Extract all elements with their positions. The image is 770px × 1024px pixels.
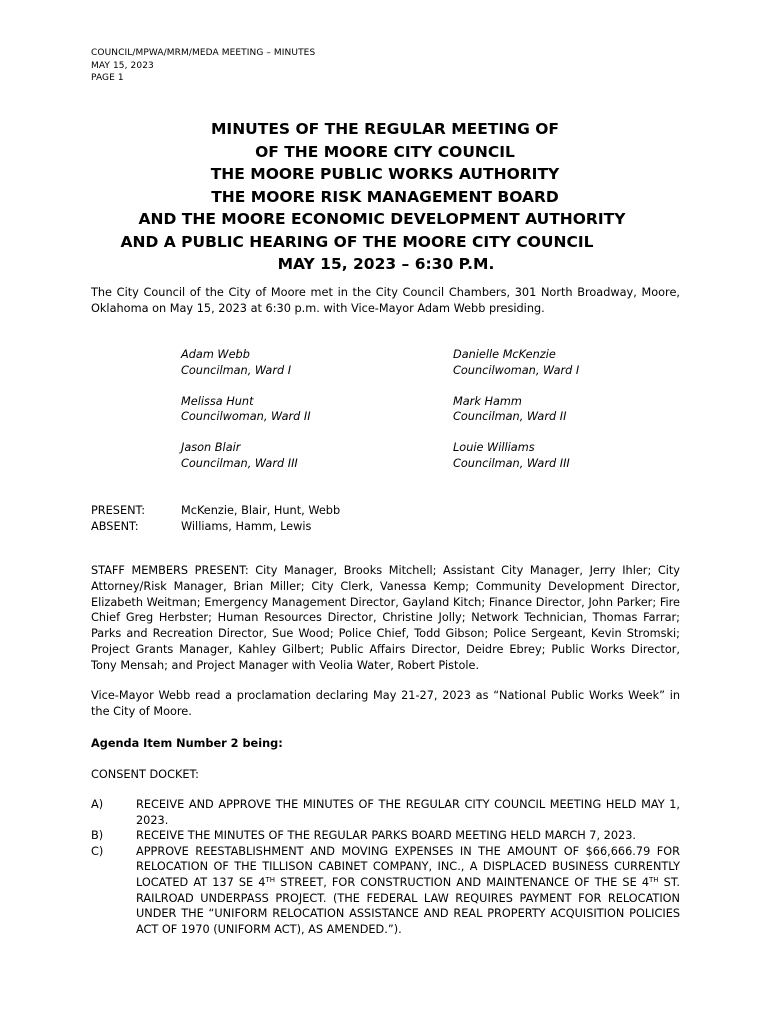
member-name: Louie Williams (453, 441, 535, 454)
intro-paragraph: The City Council of the City of Moore met in the City Council Chambers, 301 North Broadway, Moore, Oklahoma on May 15, 2023 at 6:30 p.m. with Vice-Mayor Adam Webb presiding. (91, 286, 680, 315)
member-title: Councilwoman, Ward I (453, 363, 580, 377)
member-name: Danielle McKenzie (453, 348, 556, 361)
member-name: Adam Webb (181, 348, 250, 361)
present-label: PRESENT: (91, 504, 146, 517)
staff-paragraph: STAFF MEMBERS PRESENT: City Manager, Brooks Mitchell; Assistant City Manager, Jerry Ihler; City Attorney/Risk Manager, Brian Miller; City Clerk, Vanessa Kemp; Community Development Director, Elizabeth Weitman; Emergency Management Director, Gayland Kitch; Finance Director, John Parker; Fire Chief Greg Herbster; Human Resources Director, Christine Jolly; Network Technician, Thomas Farrar; Parks and Recreation Director, Sue Wood; Police Chief, Todd Gibson; Police Sergeant, Kevin Stromski; Project Grants Manager, Kahley Gilbert; Public Affairs Director, Deidre Ebrey; Public Works Director, Tony Mensah; and Project Manager with Veolia Water, Robert Pistole. (91, 564, 680, 672)
item-text (136, 844, 680, 938)
member-row (181, 394, 601, 441)
title-line-2: OF THE MOORE CITY COUNCIL (255, 142, 515, 161)
member-entry (453, 347, 579, 378)
absent-label: ABSENT: (91, 519, 139, 533)
absent-list: Williams, Hamm, Lewis (181, 519, 312, 533)
proclamation-paragraph: Vice-Mayor Webb read a proclamation declaring May 21-27, 2023 as “National Public Works Week” in the City of Moore. (91, 689, 680, 718)
agenda-item-heading: Agenda Item Number 2 being: (91, 737, 283, 750)
council-members-list (181, 347, 601, 487)
member-name: Mark Hamm (453, 394, 522, 408)
document-title (0, 118, 770, 276)
member-title: Councilman, Ward III (181, 456, 298, 470)
item-text: RECEIVE THE MINUTES OF THE REGULAR PARKS BOARD MEETING HELD MARCH 7, 2023. (136, 829, 637, 843)
title-line-3: THE MOORE PUBLIC WORKS AUTHORITY (210, 165, 560, 183)
member-entry (181, 347, 291, 378)
consent-item (91, 844, 680, 938)
consent-items-list (91, 797, 680, 937)
member-entry (181, 394, 311, 425)
superscript: TH (265, 875, 276, 884)
member-name: Jason Blair (181, 441, 241, 454)
consent-item (91, 828, 680, 844)
consent-item (91, 797, 680, 828)
item-letter: A) (91, 798, 104, 811)
item-text: RECEIVE AND APPROVE THE MINUTES OF THE REGULAR CITY COUNCIL MEETING HELD MAY 1, 2023. (136, 798, 680, 827)
member-title: Councilman, Ward II (453, 410, 567, 423)
member-title: Councilman, Ward III (453, 456, 570, 470)
item-text-part: APPROVE REESTABLISHMENT AND MOVING EXPENSES IN THE AMOUNT OF $66,666.79 FOR RELOCATION OF THE TILLISON CABINET COMPANY, INC., A DISPLACED BUSINESS CURRENTLY LOCATED AT 137 SE 4 (136, 844, 680, 889)
member-row (181, 347, 601, 394)
present-list: McKenzie, Blair, Hunt, Webb (181, 504, 341, 517)
title-line-1: MINUTES OF THE REGULAR MEETING OF (211, 120, 559, 138)
header-date-line: MAY 15, 2023 (91, 60, 154, 71)
title-line-7: MAY 15, 2023 – 6:30 P.M. (277, 255, 495, 273)
member-title: Councilman, Ward I (181, 363, 292, 377)
member-row (181, 440, 601, 487)
superscript: TH (649, 875, 659, 884)
title-line-6: AND A PUBLIC HEARING OF THE MOORE CITY COUNCIL (120, 232, 594, 251)
header-page-line: PAGE 1 (91, 73, 124, 83)
member-name: Melissa Hunt (181, 394, 254, 408)
member-entry (181, 440, 298, 471)
consent-docket-heading: CONSENT DOCKET: (91, 768, 199, 781)
header-meeting-line: COUNCIL/MPWA/MRM/MEDA MEETING – MINUTES (91, 48, 316, 58)
item-text-part: STREET, FOR CONSTRUCTION AND MAINTENANCE OF THE SE 4 (275, 875, 650, 889)
member-title: Councilwoman, Ward II (181, 410, 311, 423)
running-header (91, 47, 315, 85)
member-entry (453, 394, 566, 425)
member-entry (453, 440, 570, 471)
title-line-5: AND THE MOORE ECONOMIC DEVELOPMENT AUTHORITY (138, 210, 626, 228)
title-line-4: THE MOORE RISK MANAGEMENT BOARD (211, 187, 559, 206)
item-text-part: ST. RAILROAD UNDERPASS PROJECT. (THE FEDERAL LAW REQUIRES PAYMENT FOR RELOCATION UNDER THE “UNIFORM RELOCATION ASSISTANCE AND REAL PROPERTY ACQUISITION POLICIES ACT OF 1970 (UNIFORM ACT), AS AMENDED.”). (136, 875, 681, 936)
item-letter: C) (91, 844, 104, 858)
item-letter: B) (91, 829, 104, 843)
